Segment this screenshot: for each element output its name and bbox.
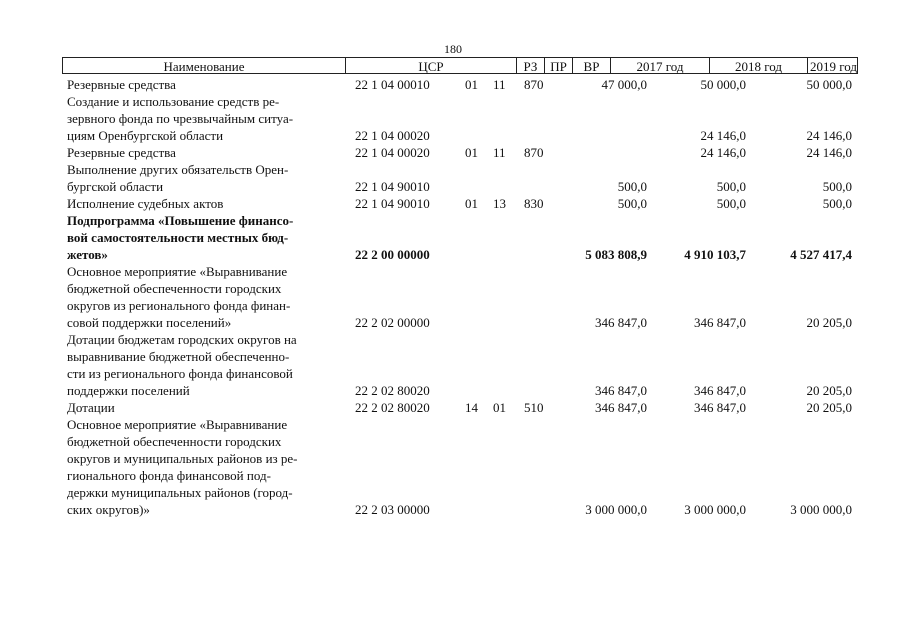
row-2018: 346 847,0 xyxy=(694,400,746,415)
row-2018: 50 000,0 xyxy=(700,77,746,92)
row-csr: 22 2 02 80020 xyxy=(355,383,430,398)
row-pr: 13 xyxy=(493,196,506,211)
table-row xyxy=(0,263,905,331)
row-2019: 24 146,0 xyxy=(806,128,852,143)
row-name: Дотации xyxy=(67,400,115,415)
row-csr: 22 1 04 90010 xyxy=(355,179,430,194)
row-2017: 500,0 xyxy=(617,196,647,211)
row-2017: 500,0 xyxy=(617,179,647,194)
header-csr: ЦСР xyxy=(345,58,516,73)
table-row xyxy=(0,161,905,195)
row-2019: 3 000 000,0 xyxy=(790,502,852,517)
row-2019: 20 205,0 xyxy=(806,315,852,330)
table-header xyxy=(62,57,858,74)
row-rz: 01 xyxy=(465,77,478,92)
row-csr: 22 2 00 00000 xyxy=(355,247,430,262)
table-row xyxy=(0,195,905,212)
row-csr: 22 1 04 00010 xyxy=(355,77,430,92)
row-name: Подпрограмма «Повышение финансо- вой самостоятельности местных бюд- жетов» xyxy=(67,213,294,262)
row-csr: 22 2 02 00000 xyxy=(355,315,430,330)
header-pr: ПР xyxy=(544,58,572,73)
row-pr: 01 xyxy=(493,400,506,415)
row-2017: 346 847,0 xyxy=(595,383,647,398)
page-number: 180 xyxy=(444,42,462,56)
row-2019: 50 000,0 xyxy=(806,77,852,92)
header-2019: 2019 год xyxy=(807,58,859,73)
row-csr: 22 1 04 00020 xyxy=(355,145,430,160)
row-2018: 4 910 103,7 xyxy=(684,247,746,262)
table-row xyxy=(0,416,905,518)
row-2018: 346 847,0 xyxy=(694,383,746,398)
row-name: Резервные средства xyxy=(67,145,176,160)
row-vr: 830 xyxy=(524,196,544,211)
row-2019: 24 146,0 xyxy=(806,145,852,160)
row-csr: 22 2 03 00000 xyxy=(355,502,430,517)
row-vr: 510 xyxy=(524,400,544,415)
row-pr: 11 xyxy=(493,145,506,160)
row-2017: 47 000,0 xyxy=(601,77,647,92)
row-2017: 346 847,0 xyxy=(595,400,647,415)
row-name: Дотации бюджетам городских округов на выравнивание бюджетной обеспеченно- сти из регионального фонда финансовой поддержки поселений xyxy=(67,332,297,398)
table-row xyxy=(0,399,905,416)
row-name: Основное мероприятие «Выравнивание бюджетной обеспеченности городских округов и муниципальных районов из ре- гионального фонда финансовой под- держки муниципальных районов (город- ских округов)» xyxy=(67,417,298,517)
header-vr: ВР xyxy=(572,58,610,73)
row-2017: 346 847,0 xyxy=(595,315,647,330)
header-name: Наименование xyxy=(163,59,245,74)
row-vr: 870 xyxy=(524,77,544,92)
row-2019: 500,0 xyxy=(822,179,852,194)
row-2018: 500,0 xyxy=(716,179,746,194)
header-2018: 2018 год xyxy=(709,58,807,73)
row-2018: 24 146,0 xyxy=(700,145,746,160)
row-2018: 24 146,0 xyxy=(700,128,746,143)
row-2019: 20 205,0 xyxy=(806,383,852,398)
row-rz: 01 xyxy=(465,145,478,160)
row-2019: 20 205,0 xyxy=(806,400,852,415)
table-row xyxy=(0,331,905,399)
row-2018: 500,0 xyxy=(716,196,746,211)
row-csr: 22 1 04 90010 xyxy=(355,196,430,211)
row-csr: 22 1 04 00020 xyxy=(355,128,430,143)
row-name: Выполнение других обязательств Орен- бургской области xyxy=(67,162,289,194)
row-name: Исполнение судебных актов xyxy=(67,196,224,211)
row-2017: 3 000 000,0 xyxy=(585,502,647,517)
row-vr: 870 xyxy=(524,145,544,160)
row-2019: 4 527 417,4 xyxy=(790,247,852,262)
row-rz: 01 xyxy=(465,196,478,211)
row-name: Создание и использование средств ре- зервного фонда по чрезвычайным ситуа- циям Оренбургской области xyxy=(67,94,294,143)
row-pr: 11 xyxy=(493,77,506,92)
row-name: Основное мероприятие «Выравнивание бюджетной обеспеченности городских округов из регионального фонда финан- совой поддержки поселений» xyxy=(67,264,291,330)
row-2018: 3 000 000,0 xyxy=(684,502,746,517)
row-name: Резервные средства xyxy=(67,77,176,92)
row-csr: 22 2 02 80020 xyxy=(355,400,430,415)
header-rz: РЗ xyxy=(516,58,544,73)
row-2018: 346 847,0 xyxy=(694,315,746,330)
row-2017: 5 083 808,9 xyxy=(585,247,647,262)
table-row xyxy=(0,76,905,93)
table-row xyxy=(0,212,905,263)
table-row xyxy=(0,93,905,144)
row-2019: 500,0 xyxy=(822,196,852,211)
table-body xyxy=(0,76,905,518)
row-rz: 14 xyxy=(465,400,478,415)
header-2017: 2017 год xyxy=(610,58,709,73)
table-row xyxy=(0,144,905,161)
